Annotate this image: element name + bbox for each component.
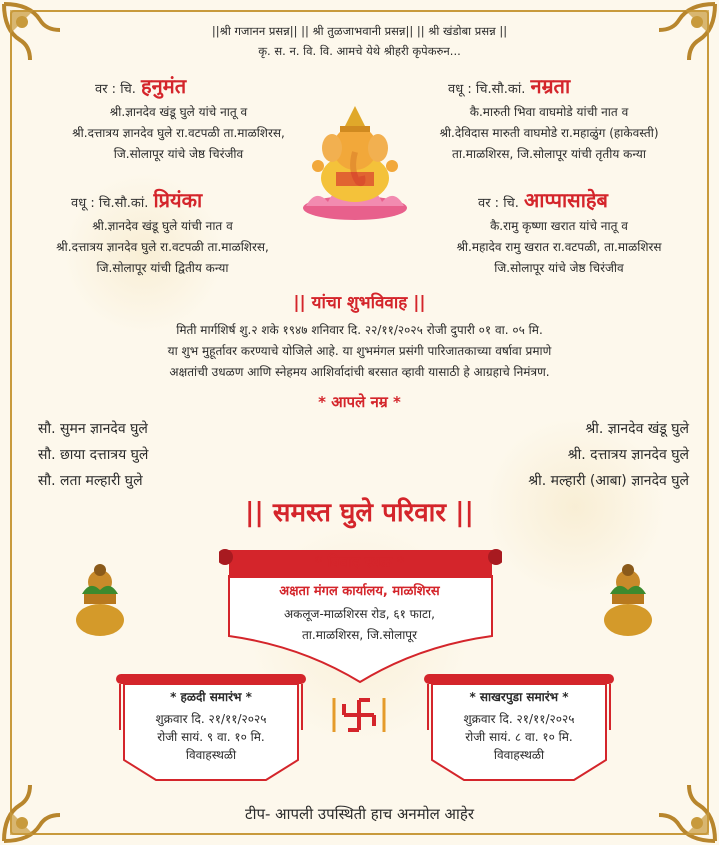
ganesha-icon [296,96,414,220]
bride2-title [71,186,202,213]
wedding-heading: || यांचा शुभविवाह || [293,293,426,313]
inviters-heading: * आपले नम्र * [318,393,401,411]
groom2-title [478,186,608,213]
groom1-title [95,72,186,99]
venue-address-1: अकलूज-माळशिरस रोड, ६१ फाटा, [284,607,435,621]
haldi-date: शुक्रवार दि. २१/११/२०२५ [155,712,267,726]
bride2-details: श्री.ज्ञानदेव खंडू घुले यांची नात व श्री.दत्तात्रय ज्ञानदेव घुले रा.वटपळी ता.माळशिरस, जि.सोलापूर यांची द्वितीय कन्या [56,219,269,275]
haldi-heading: * हळदी समारंभ * [170,690,252,704]
bride2-prefix: वधू : चि.सौ.कां. [71,196,149,211]
corner-ornament-icon [0,0,80,80]
groom2-prefix: वर : चि. [478,196,519,211]
inviter-right-item: श्री. दत्तात्रय ज्ञानदेव घुले [567,447,689,463]
bride2-name: प्रियंका [153,188,203,212]
groom1-name: हनुमंत [141,74,187,98]
swastika-icon [328,690,390,740]
wedding-details: मिती मार्गशिर्ष शु.२ शके १९४७ शनिवार दि. २२/११/२०२५ रोजी दुपारी ०१ वा. ०५ मि. या शुभ मुहूर्तावर करण्याचे योजिले आहे. या शुभमंगल प्रसंगी पारिजातकाच्या वर्षावा प्रमाणे अक्षतांची उधळण आणि स्नेहमय आशिर्वादांची बरसात व्हावी यासाठी हे आग्रहाचे निमंत्रण. [167,323,552,379]
inviter-left-item: सौ. छाया दत्तात्रय घुले [38,447,149,463]
venue-address-2: ता.माळशिरस, जि.सोलापूर [301,628,418,642]
groom2-name: आप्पासाहेब [524,188,608,212]
bride1-name: नम्रता [530,74,571,98]
bride1-prefix: वधू : चि.सौ.कां. [448,82,526,97]
corner-ornament-icon [639,0,719,80]
invocation-line: कृ. स. न. वि. वि. आमचे येथे श्रीहरी कृपेकरुन... [258,44,461,58]
inviters-right [528,416,689,494]
haldi-time: रोजी सायं. ९ वा. १० मि. [157,730,265,744]
sakharpuda-date: शुक्रवार दि. २१/११/२०२५ [463,712,575,726]
bride1-title [448,72,570,99]
inviter-left-item: सौ. सुमन ज्ञानदेव घुले [38,421,148,437]
groom1-details: श्री.ज्ञानदेव खंडू घुले यांचे नातू व श्री.दत्तात्रय ज्ञानदेव घुले रा.वटपळी ता.माळशिरस, जि.सोलापूर यांचे जेष्ठ चिरंजीव [72,105,285,161]
venue-name: अक्षता मंगल कार्यालय, माळशिरस [279,584,440,599]
inviters-left [38,416,148,494]
haldi-place: विवाहस्थळी [185,748,237,762]
sakharpuda-heading: * साखरपुडा समारंभ * [469,690,569,704]
inviter-left-item: सौ. लता मल्हारी घुले [38,473,143,489]
sakharpuda-time: रोजी सायं. ८ वा. १० मि. [465,730,573,744]
sakharpuda-place: विवाहस्थळी [493,748,545,762]
footer-note: टीप- आपली उपस्थिती हाच अनमोल आहेर [245,805,474,823]
bride1-details: कै.मारुती भिवा वाघमोडे यांची नात व श्री.देविदास मारुती वाघमोडे रा.महाळुंग (हाकेवस्ती) ता.माळशिरस, जि.सोलापूर यांची तृतीय कन्या [439,105,659,161]
family-name: || समस्त घुले परिवार || [244,498,475,528]
inviter-right-item: श्री. ज्ञानदेव खंडू घुले [585,421,689,437]
blessing-line: ||श्री गजानन प्रसन्न|| || श्री तुळजाभवानी प्रसन्न|| || श्री खंडोबा प्रसन्न || [211,24,508,38]
groom2-details: कै.रामु कृष्णा खरात यांचे नातू व श्री.महादेव रामु खरात रा.वटपळी, ता.माळशिरस जि.सोलापूर यांचे जेष्ठ चिरंजीव [456,219,662,275]
inviter-right-item: श्री. मल्हारी (आबा) ज्ञानदेव घुले [528,473,689,489]
venue-heading: * विवाह स्थळ * [314,553,405,571]
groom1-prefix: वर : चि. [95,82,136,97]
